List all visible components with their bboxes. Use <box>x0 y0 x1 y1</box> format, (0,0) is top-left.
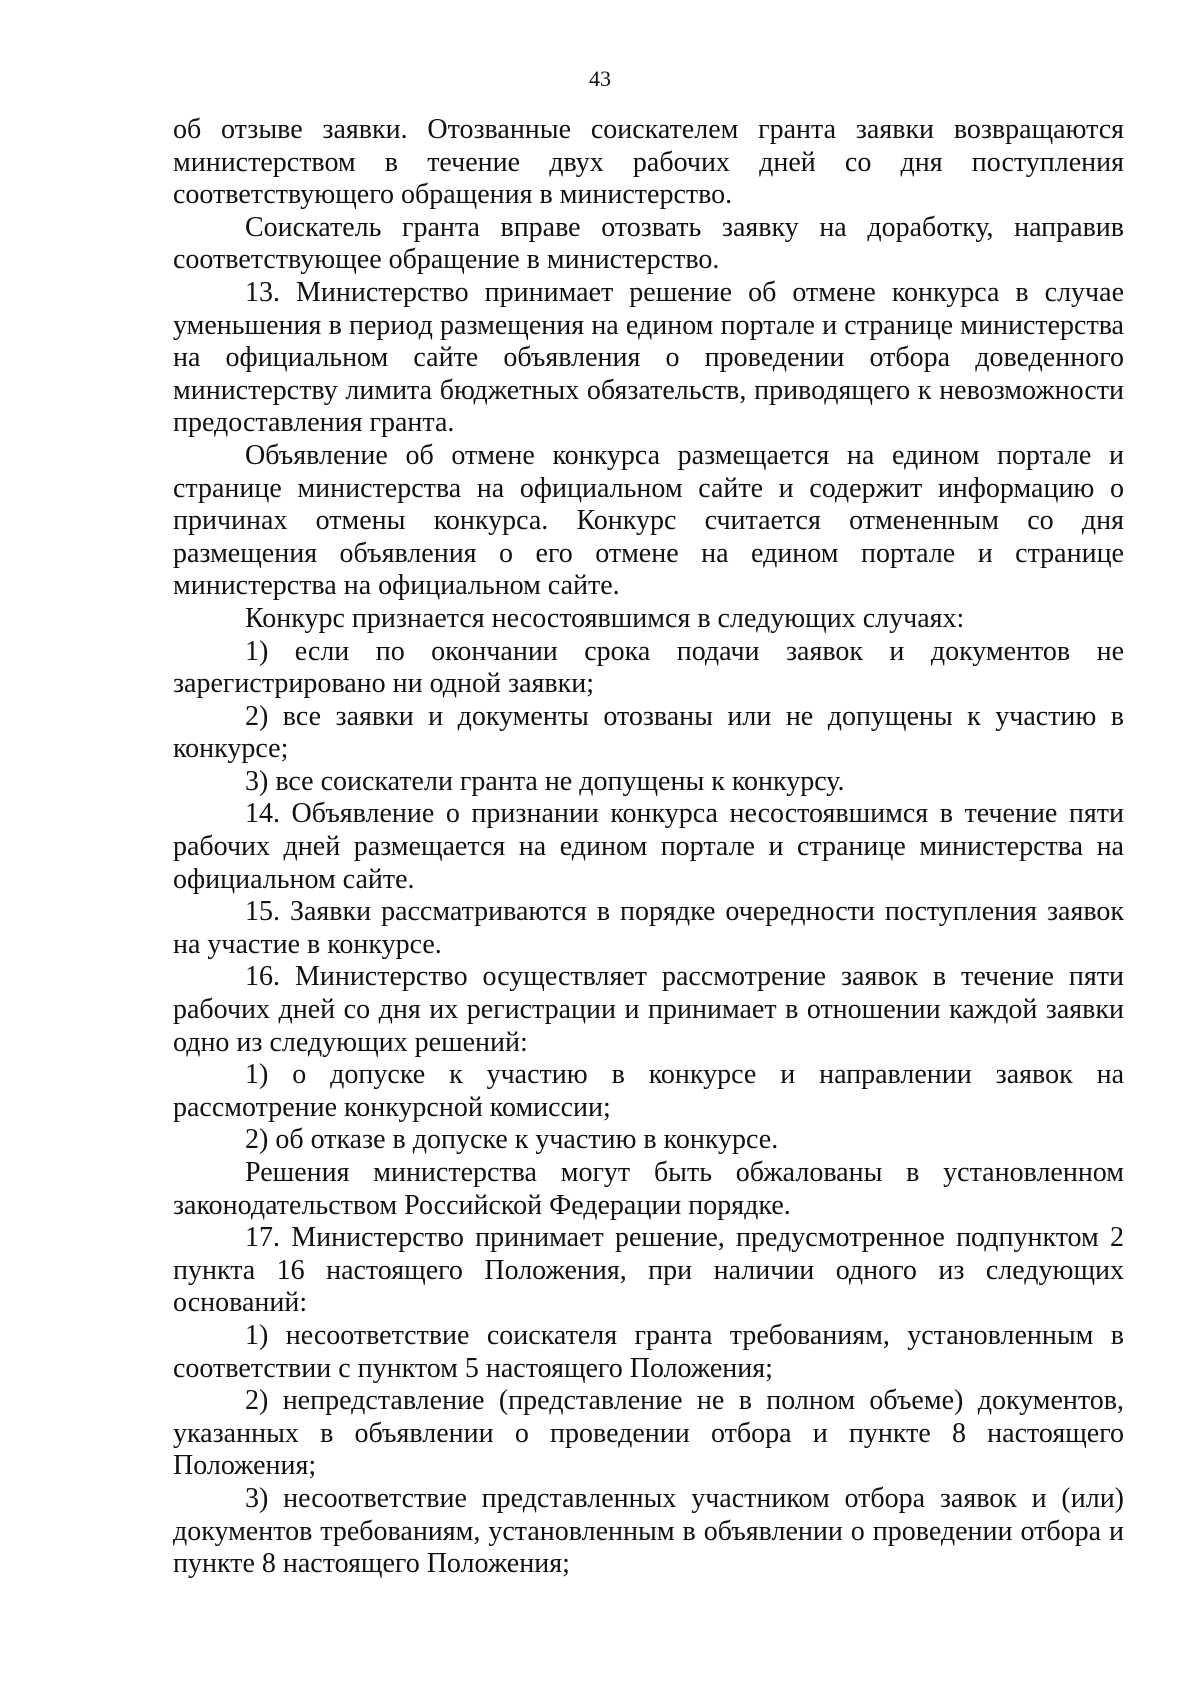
paragraph-item-14: 14. Объявление о признании конкурса несостоявшимся в течение пяти рабочих дней размещается на едином портале и странице министерства на официальном сайте. <box>173 798 1124 895</box>
list-item: 1) несоответствие соискателя гранта требованиям, установленным в соответствии с пунктом 5 настоящего Положения; <box>173 1319 1124 1384</box>
paragraph-item-16: 16. Министерство осуществляет рассмотрение заявок в течение пяти рабочих дней со дня их регистрации и принимает в отношении каждой заявки одно из следующих решений: <box>173 961 1124 1058</box>
paragraph: Конкурс признается несостоявшимся в следующих случаях: <box>245 602 965 634</box>
list-item: 3) несоответствие представленных участником отбора заявок и (или) документов требованиям, установленным в объявлении о проведении отбора и пункте 8 настоящего Положения; <box>173 1482 1124 1580</box>
list-item: 1) если по окончании срока подачи заявок и документов не зарегистрировано ни одной заявки; <box>173 635 1124 700</box>
list-item: 3) все соискатели гранта не допущены к конкурсу. <box>245 765 845 797</box>
paragraph-item-13: 13. Министерство принимает решение об отмене конкурса в случае уменьшения в период размещения на едином портале и странице министерства на официальном сайте объявления о проведении отбора доведенного министерству лимита бюджетных обязательств, приводящего к невозможности предоставления гранта. <box>173 276 1124 439</box>
paragraph: Соискатель гранта вправе отозвать заявку на доработку, направив соответствующее обращение в министерство. <box>173 211 1124 276</box>
page-number: 43 <box>589 66 611 91</box>
list-item: 2) все заявки и документы отозваны или не допущены к участию в конкурсе; <box>173 700 1124 765</box>
paragraph-continuation: об отзыве заявки. Отозванные соискателем гранта заявки возвращаются министерством в течение двух рабочих дней со дня поступления соответствующего обращения в министерство. <box>173 114 1124 211</box>
paragraph-item-15: 15. Заявки рассматриваются в порядке очередности поступления заявок на участие в конкурсе. <box>173 896 1124 960</box>
list-item: 2) об отказе в допуске к участию в конкурсе. <box>245 1124 779 1156</box>
paragraph: Объявление об отмене конкурса размещается на едином портале и странице министерства на официальном сайте и содержит информацию о причинах отмены конкурса. Конкурс считается отмененным со дня размещения объявления о его отмене на едином портале и странице министерства на официальном сайте. <box>173 439 1124 602</box>
list-item: 2) непредставление (представление не в полном объеме) документов, указанных в объявлении о проведении отбора и пункте 8 настоящего Положения; <box>173 1385 1124 1482</box>
document-body <box>173 114 1124 1581</box>
paragraph-item-17: 17. Министерство принимает решение, предусмотренное подпунктом 2 пункта 16 настоящего Положения, при наличии одного из следующих оснований: <box>173 1222 1124 1319</box>
list-item: 1) о допуске к участию в конкурсе и направлении заявок на рассмотрение конкурсной комиссии; <box>173 1059 1124 1123</box>
paragraph: Решения министерства могут быть обжалованы в установленном законодательством Российской Федерации порядке. <box>173 1157 1124 1221</box>
